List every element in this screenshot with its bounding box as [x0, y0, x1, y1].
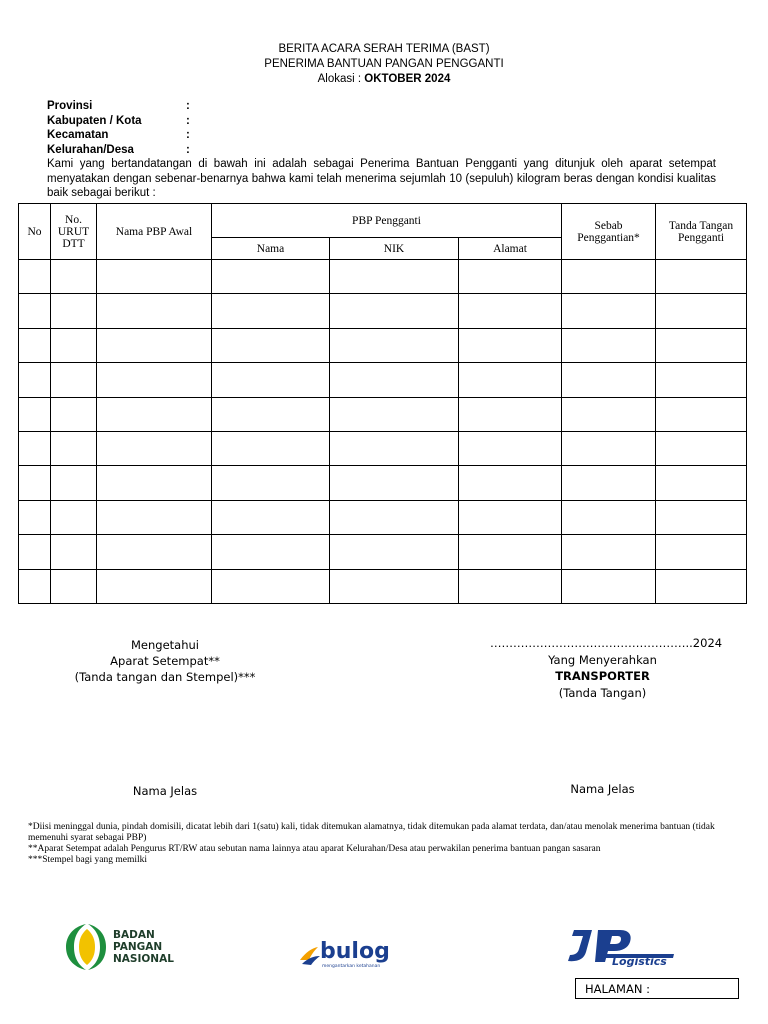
table-cell: [656, 363, 747, 397]
table-cell: [212, 294, 330, 328]
table-cell: [459, 260, 562, 294]
table-cell: [330, 328, 459, 362]
info-label: Kecamatan: [47, 129, 109, 141]
table-cell: [330, 569, 459, 603]
table-cell: [212, 431, 330, 465]
table-cell: [97, 431, 212, 465]
table-cell: [330, 535, 459, 569]
table-cell: [459, 500, 562, 534]
info-row-provinsi: [47, 99, 190, 114]
table-cell: [19, 466, 51, 500]
info-row-kelurahan: [47, 143, 190, 158]
bpn-emblem-icon: [64, 921, 194, 973]
table-cell: [51, 569, 97, 603]
table-cell: [19, 328, 51, 362]
jp-logo-icon: [562, 924, 682, 968]
bulog-logo: [298, 934, 408, 970]
title-line-1: BERITA ACARA SERAH TERIMA (BAST): [278, 43, 490, 55]
header-sebab: Sebab Penggantian*: [562, 204, 656, 260]
table-row: [19, 569, 747, 603]
mengetahui-label: Mengetahui: [131, 638, 199, 652]
info-row-kabupaten: [47, 114, 190, 129]
table-cell: [97, 328, 212, 362]
bpn-line-3: NASIONAL: [113, 953, 174, 965]
table-cell: [97, 466, 212, 500]
table-cell: [212, 500, 330, 534]
table-cell: [19, 535, 51, 569]
table-cell: [562, 431, 656, 465]
table-cell: [97, 294, 212, 328]
bulog-wordmark: bulog: [320, 939, 390, 964]
table-row: [19, 500, 747, 534]
table-row: [19, 260, 747, 294]
info-label: Provinsi: [47, 100, 93, 112]
table-cell: [330, 363, 459, 397]
table-cell: [51, 535, 97, 569]
table-cell: [656, 569, 747, 603]
stempel-label: (Tanda tangan dan Stempel)***: [74, 670, 256, 684]
table-cell: [212, 535, 330, 569]
header-no-urut: No. URUT DTT: [51, 204, 97, 260]
table-cell: [212, 569, 330, 603]
table-cell: [19, 569, 51, 603]
table-cell: [562, 500, 656, 534]
table-row: [19, 535, 747, 569]
table-cell: [562, 328, 656, 362]
table-cell: [97, 260, 212, 294]
table-cell: [656, 466, 747, 500]
alokasi-value: OKTOBER 2024: [364, 73, 451, 85]
table-cell: [459, 328, 562, 362]
nama-jelas-left: Nama Jelas: [132, 784, 198, 798]
header-no: No: [19, 204, 51, 260]
table-cell: [19, 500, 51, 534]
nama-jelas-right: Nama Jelas: [570, 782, 635, 796]
table-cell: [97, 569, 212, 603]
table-cell: [51, 363, 97, 397]
table-cell: [459, 397, 562, 431]
table-cell: [656, 397, 747, 431]
bulog-tagline: mengantarkan ketahanan: [322, 964, 381, 969]
table-body: [19, 260, 747, 604]
header-nama-pbp-awal: Nama PBP Awal: [97, 204, 212, 260]
table-cell: [562, 466, 656, 500]
page-number-box: HALAMAN :: [575, 978, 739, 999]
table-cell: [97, 535, 212, 569]
table-cell: [656, 431, 747, 465]
table-cell: [51, 500, 97, 534]
table-cell: [562, 260, 656, 294]
table-cell: [562, 569, 656, 603]
signature-block-left: [60, 637, 270, 685]
table-cell: [97, 500, 212, 534]
alokasi-line: [0, 72, 768, 87]
bpn-line-1: BADAN: [113, 929, 155, 941]
table-cell: [212, 328, 330, 362]
jp-logistics-logo: [562, 924, 682, 968]
header-nik: NIK: [330, 238, 459, 260]
table-cell: [330, 431, 459, 465]
table-cell: [212, 260, 330, 294]
alokasi-label: Alokasi :: [317, 73, 365, 85]
footnote-2: **Aparat Setempat adalah Pengurus RT/RW atau sebutan nama lainnya atau aparat Kelurahan/Desa atau perwakilan penerima bantuan pangan sasaran: [28, 844, 601, 854]
bulog-mark-icon: [298, 934, 408, 970]
footnote-1: *Diisi meninggal dunia, pindah domisili, dicatat lebih dari 1(satu) kali, tidak ditemukan alamatnya, tidak ditemukan pada alamat terdata, dan/atau menolak menerima bantuan (tidak memenuhi syarat sebagai PBP): [28, 822, 715, 843]
info-colon: :: [186, 129, 190, 141]
table-cell: [656, 535, 747, 569]
info-colon: :: [186, 143, 190, 156]
table-cell: [212, 363, 330, 397]
table-cell: [562, 363, 656, 397]
info-label: Kabupaten / Kota: [47, 114, 142, 127]
table-row: [19, 397, 747, 431]
table-cell: [19, 363, 51, 397]
table-row: [19, 466, 747, 500]
header-nama: Nama: [212, 238, 330, 260]
document-header: [0, 42, 768, 87]
table-row: [19, 363, 747, 397]
title-line-2: PENERIMA BANTUAN PANGAN PENGGANTI: [264, 58, 504, 70]
table-row: [19, 431, 747, 465]
table-cell: [459, 569, 562, 603]
table-cell: [51, 466, 97, 500]
location-info: [47, 99, 190, 157]
intro-paragraph: Kami yang bertandatangan di bawah ini adalah sebagai Penerima Bantuan Pengganti yang ditunjuk oleh aparat setempat menyatakan dengan sebenar-benarnya bahwa kami telah menerima sejumlah 10 (sepuluh) kilogram beras dengan kondisi kualitas baik sebagai berikut :: [47, 158, 716, 199]
table-cell: [330, 466, 459, 500]
table-cell: [562, 397, 656, 431]
table-cell: [330, 294, 459, 328]
recipient-table: [18, 203, 747, 604]
tanda-tangan-label: (Tanda Tangan): [558, 685, 647, 700]
table-cell: [51, 294, 97, 328]
table-cell: [656, 294, 747, 328]
table-cell: [459, 294, 562, 328]
date-line: ……………………………………………..2024: [490, 636, 723, 650]
yang-menyerahkan-label: Yang Menyerahkan: [548, 652, 657, 667]
table-cell: [51, 431, 97, 465]
table-cell: [19, 397, 51, 431]
table-row: [19, 294, 747, 328]
jp-wordmark: Logistics: [612, 955, 667, 968]
badan-pangan-nasional-logo: [64, 921, 194, 973]
table-cell: [656, 260, 747, 294]
table-cell: [51, 397, 97, 431]
table-cell: [562, 535, 656, 569]
table-cell: [97, 397, 212, 431]
transporter-label: TRANSPORTER: [555, 669, 650, 683]
table-cell: [330, 397, 459, 431]
table-cell: [51, 260, 97, 294]
header-tanda-tangan: Tanda Tangan Pengganti: [656, 204, 747, 260]
info-row-kecamatan: [47, 128, 190, 143]
info-label: Kelurahan/Desa: [47, 143, 134, 156]
table-cell: [459, 466, 562, 500]
table-cell: [459, 431, 562, 465]
table-cell: [212, 466, 330, 500]
table-cell: [19, 294, 51, 328]
table-cell: [459, 535, 562, 569]
info-colon: :: [186, 114, 190, 127]
table-cell: [212, 397, 330, 431]
table-cell: [19, 260, 51, 294]
table-cell: [459, 363, 562, 397]
table-cell: [330, 500, 459, 534]
info-colon: :: [186, 100, 190, 112]
table-cell: [562, 294, 656, 328]
table-cell: [19, 431, 51, 465]
header-pbp-pengganti: PBP Pengganti: [212, 204, 562, 238]
bpn-line-2: PANGAN: [113, 941, 163, 953]
footnote-3: ***Stempel bagi yang memilki: [28, 855, 147, 865]
header-alamat: Alamat: [459, 238, 562, 260]
signature-block-right: [490, 635, 723, 701]
table-row: [19, 328, 747, 362]
table-cell: [51, 328, 97, 362]
footnotes: [28, 822, 728, 866]
table-cell: [656, 500, 747, 534]
table-cell: [97, 363, 212, 397]
table-cell: [656, 328, 747, 362]
table-cell: [330, 260, 459, 294]
aparat-setempat-label: Aparat Setempat**: [110, 654, 220, 668]
